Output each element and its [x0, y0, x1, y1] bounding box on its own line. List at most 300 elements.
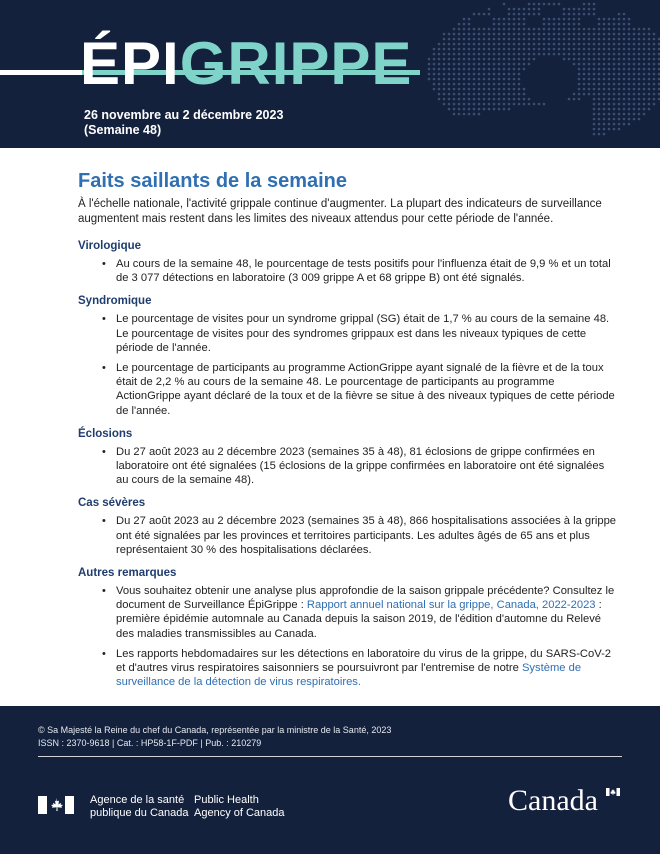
agency-fr-line: publique du Canada — [90, 806, 189, 819]
map-dot — [543, 43, 546, 46]
map-dot — [638, 113, 641, 116]
map-dot — [428, 58, 431, 61]
map-dot — [488, 8, 491, 11]
bullet-text: Vous souhaitez obtenir une analyse plus approfondie de la saison grippale précédente? Consultez le document de Surveillance ÉpiGrippe : — [116, 585, 615, 612]
map-dot — [538, 53, 541, 56]
map-dot — [443, 78, 446, 81]
map-dot — [628, 88, 631, 91]
agency-name-en — [194, 794, 285, 819]
map-dot — [623, 98, 626, 101]
map-dot — [463, 93, 466, 96]
map-dot — [618, 98, 621, 101]
map-dot — [613, 58, 616, 61]
map-dot — [473, 83, 476, 86]
map-dot — [648, 83, 651, 86]
map-dot — [483, 93, 486, 96]
map-dot — [643, 108, 646, 111]
section-title: Autres remarques — [78, 567, 177, 580]
map-dot — [588, 73, 591, 76]
map-dot — [573, 58, 576, 61]
canada-wordmark: Canada — [508, 784, 598, 817]
map-dot — [523, 38, 526, 41]
map-dot — [583, 93, 586, 96]
map-dot — [488, 38, 491, 41]
map-dot — [498, 18, 501, 21]
map-dot — [618, 83, 621, 86]
map-dot — [478, 48, 481, 51]
map-dot — [568, 43, 571, 46]
map-dot — [473, 13, 476, 16]
map-dot — [488, 103, 491, 106]
map-dot — [648, 33, 651, 36]
map-dot — [593, 123, 596, 126]
map-dot — [643, 88, 646, 91]
map-dot — [623, 73, 626, 76]
map-dot — [498, 83, 501, 86]
map-dot — [433, 53, 436, 56]
agency-en-line: Public Health — [194, 794, 259, 806]
map-dot — [603, 118, 606, 121]
map-dot — [593, 13, 596, 16]
surveillance-system-link[interactable]: Système de surveillance de la détection de virus respiratoires. — [116, 662, 582, 689]
map-dot — [488, 48, 491, 51]
map-dot — [483, 108, 486, 111]
map-dot — [443, 63, 446, 66]
map-dot — [578, 98, 581, 101]
map-dot — [593, 133, 596, 136]
map-dot — [653, 88, 656, 91]
map-dot — [448, 48, 451, 51]
map-dot — [468, 33, 471, 36]
map-dot — [448, 63, 451, 66]
map-dot — [503, 48, 506, 51]
map-dot — [468, 93, 471, 96]
map-dot — [633, 43, 636, 46]
map-dot — [628, 38, 631, 41]
map-dot — [643, 93, 646, 96]
map-dot — [608, 108, 611, 111]
map-dot — [453, 58, 456, 61]
map-dot — [478, 98, 481, 101]
map-dot — [583, 53, 586, 56]
map-dot — [538, 38, 541, 41]
map-dot — [503, 53, 506, 56]
map-dot — [603, 38, 606, 41]
map-dot — [618, 63, 621, 66]
map-dot — [463, 58, 466, 61]
map-dot — [628, 48, 631, 51]
map-dot — [568, 33, 571, 36]
map-dot — [493, 88, 496, 91]
map-dot — [633, 38, 636, 41]
map-dot — [618, 73, 621, 76]
map-dot — [443, 38, 446, 41]
map-dot — [508, 58, 511, 61]
map-dot — [623, 123, 626, 126]
map-dot — [498, 88, 501, 91]
map-dot — [588, 63, 591, 66]
map-dot — [653, 93, 656, 96]
map-dot — [548, 33, 551, 36]
title-epi: ÉPI — [80, 30, 180, 97]
map-dot — [603, 98, 606, 101]
map-dot — [628, 23, 631, 26]
map-dot — [648, 88, 651, 91]
map-dot — [468, 43, 471, 46]
map-dot — [503, 3, 506, 6]
map-dot — [448, 88, 451, 91]
map-dot — [468, 88, 471, 91]
map-dot — [523, 93, 526, 96]
map-dot — [568, 48, 571, 51]
map-dot — [643, 113, 646, 116]
map-dot — [598, 63, 601, 66]
map-dot — [483, 38, 486, 41]
map-dot — [438, 78, 441, 81]
map-dot — [593, 113, 596, 116]
map-dot — [563, 43, 566, 46]
map-dot — [648, 73, 651, 76]
map-dot — [608, 103, 611, 106]
map-dot — [633, 53, 636, 56]
map-dot — [588, 88, 591, 91]
map-dot — [598, 128, 601, 131]
map-dot — [493, 38, 496, 41]
map-dot — [638, 73, 641, 76]
map-dot — [633, 88, 636, 91]
map-dot — [563, 58, 566, 61]
map-dot — [458, 68, 461, 71]
list-item — [102, 647, 618, 690]
map-dot — [488, 108, 491, 111]
map-dot — [598, 123, 601, 126]
map-dot — [433, 48, 436, 51]
map-dot — [518, 43, 521, 46]
map-dot — [453, 83, 456, 86]
map-dot — [503, 78, 506, 81]
map-dot — [493, 43, 496, 46]
map-dot — [438, 98, 441, 101]
map-dot — [503, 68, 506, 71]
map-dot — [583, 68, 586, 71]
map-dot — [618, 103, 621, 106]
map-dot — [553, 28, 556, 31]
map-dot — [593, 88, 596, 91]
map-dot — [498, 93, 501, 96]
map-dot — [598, 53, 601, 56]
map-dot — [518, 78, 521, 81]
map-dot — [528, 28, 531, 31]
map-dot — [508, 98, 511, 101]
map-dot — [608, 113, 611, 116]
map-dot — [593, 28, 596, 31]
map-dot — [638, 83, 641, 86]
map-dot — [588, 83, 591, 86]
map-dot — [578, 83, 581, 86]
map-dot — [653, 103, 656, 106]
map-dot — [593, 8, 596, 11]
map-dot — [458, 83, 461, 86]
map-dot — [548, 3, 551, 6]
map-dot — [463, 23, 466, 26]
map-dot — [473, 38, 476, 41]
map-dot — [553, 3, 556, 6]
map-dot — [583, 28, 586, 31]
map-dot — [593, 93, 596, 96]
map-dot — [528, 38, 531, 41]
map-dot — [573, 53, 576, 56]
map-dot — [558, 48, 561, 51]
map-dot — [503, 83, 506, 86]
map-dot — [438, 43, 441, 46]
map-dot — [468, 113, 471, 116]
map-dot — [528, 63, 531, 66]
map-dot — [503, 38, 506, 41]
map-dot — [573, 63, 576, 66]
map-dot — [578, 38, 581, 41]
map-dot — [608, 93, 611, 96]
map-dot — [613, 83, 616, 86]
title-grippe: GRIPPE — [179, 30, 413, 97]
map-dot — [518, 88, 521, 91]
map-dot — [503, 63, 506, 66]
map-dot — [573, 33, 576, 36]
map-dot — [643, 73, 646, 76]
map-dot — [458, 58, 461, 61]
map-dot — [443, 48, 446, 51]
map-dot — [613, 63, 616, 66]
map-dot — [448, 108, 451, 111]
map-dot — [478, 38, 481, 41]
map-dot — [468, 63, 471, 66]
map-dot — [588, 3, 591, 6]
map-dot — [633, 98, 636, 101]
title-underline-white — [0, 70, 82, 75]
map-dot — [603, 28, 606, 31]
map-dot — [643, 58, 646, 61]
map-dot — [653, 83, 656, 86]
map-dot — [623, 53, 626, 56]
map-dot — [568, 98, 571, 101]
map-dot — [488, 68, 491, 71]
map-dot — [488, 98, 491, 101]
map-dot — [438, 53, 441, 56]
map-dot — [643, 33, 646, 36]
map-dot — [638, 43, 641, 46]
map-dot — [523, 63, 526, 66]
map-dot — [508, 38, 511, 41]
map-dot — [488, 13, 491, 16]
map-dot — [568, 8, 571, 11]
map-dot — [493, 108, 496, 111]
map-dot — [513, 103, 516, 106]
map-dot — [468, 58, 471, 61]
map-dot — [438, 48, 441, 51]
map-dot — [603, 58, 606, 61]
map-dot — [553, 43, 556, 46]
map-dot — [473, 88, 476, 91]
map-dot — [528, 3, 531, 6]
map-dot — [603, 108, 606, 111]
map-dot — [468, 108, 471, 111]
map-dot — [523, 103, 526, 106]
map-dot — [578, 93, 581, 96]
map-dot — [463, 83, 466, 86]
map-dot — [553, 23, 556, 26]
map-dot — [508, 43, 511, 46]
map-dot — [528, 48, 531, 51]
map-dot — [533, 58, 536, 61]
map-dot — [568, 38, 571, 41]
map-dot — [458, 78, 461, 81]
map-dot — [578, 8, 581, 11]
map-dot — [523, 13, 526, 16]
map-dot — [653, 58, 656, 61]
map-dot — [473, 53, 476, 56]
map-dot — [598, 68, 601, 71]
map-dot — [483, 98, 486, 101]
map-dot — [513, 38, 516, 41]
map-dot — [603, 88, 606, 91]
map-dot — [628, 33, 631, 36]
map-dot — [643, 68, 646, 71]
map-dot — [453, 28, 456, 31]
map-dot — [598, 73, 601, 76]
map-dot — [503, 93, 506, 96]
map-dot — [448, 38, 451, 41]
map-dot — [613, 93, 616, 96]
map-dot — [473, 93, 476, 96]
section-title: Virologique — [78, 240, 142, 252]
map-dot — [548, 53, 551, 56]
map-dot — [593, 48, 596, 51]
map-dot — [483, 88, 486, 91]
map-dot — [538, 3, 541, 6]
map-dot — [483, 68, 486, 71]
map-dot — [553, 38, 556, 41]
map-dot — [578, 43, 581, 46]
map-dot — [533, 8, 536, 11]
map-dot — [613, 53, 616, 56]
map-dot — [623, 103, 626, 106]
map-dot — [493, 33, 496, 36]
map-dot — [438, 68, 441, 71]
map-dot — [578, 88, 581, 91]
map-dot — [508, 73, 511, 76]
map-dot — [608, 98, 611, 101]
report-period — [84, 108, 283, 138]
map-dot — [608, 38, 611, 41]
section-title: Cas sévères — [78, 497, 146, 510]
map-dot — [508, 63, 511, 66]
map-dot — [578, 78, 581, 81]
map-dot — [453, 88, 456, 91]
map-dot — [433, 68, 436, 71]
map-dot — [513, 63, 516, 66]
footer-divider — [38, 756, 622, 757]
map-dot — [468, 53, 471, 56]
map-dot — [488, 28, 491, 31]
map-dot — [488, 83, 491, 86]
map-dot — [433, 63, 436, 66]
map-dot — [498, 108, 501, 111]
section-title: Éclosions — [78, 427, 133, 440]
map-dot — [638, 48, 641, 51]
map-dot — [558, 18, 561, 21]
map-dot — [468, 68, 471, 71]
map-dot — [563, 48, 566, 51]
report-title — [80, 30, 413, 97]
map-dot — [598, 103, 601, 106]
map-dot — [483, 28, 486, 31]
map-dot — [483, 58, 486, 61]
map-dot — [498, 58, 501, 61]
map-dot — [598, 83, 601, 86]
map-dot — [528, 58, 531, 61]
map-dot — [608, 83, 611, 86]
map-dot — [608, 23, 611, 26]
map-dot — [523, 8, 526, 11]
map-dot — [538, 13, 541, 16]
map-dot — [648, 103, 651, 106]
map-dot — [598, 58, 601, 61]
map-dot — [448, 58, 451, 61]
map-dot — [463, 38, 466, 41]
map-dot — [453, 38, 456, 41]
bullet-text: Les rapports hebdomadaires sur les détections en laboratoire du virus de la grippe, du SARS-CoV-2 et d'autres virus respiratoires saisonniers se poursuivront par l'entremise de notre — [116, 647, 612, 675]
map-dot — [443, 58, 446, 61]
map-dot — [468, 23, 471, 26]
section-virologique — [78, 240, 618, 285]
map-dot — [523, 53, 526, 56]
map-dot — [443, 103, 446, 106]
map-dot — [633, 113, 636, 116]
rapport-annuel-link[interactable]: Rapport annuel national sur la grippe, Canada, 2022-2023 — [306, 599, 596, 612]
map-dot — [463, 18, 466, 21]
map-dot — [608, 58, 611, 61]
map-dot — [623, 18, 626, 21]
map-dot — [633, 28, 636, 31]
list-item: • Du 27 août 2023 au 2 décembre 2023 (semaines 35 à 48), 866 hospitalisations associées à la grippe ont été signalées par les provinces et territoires participants. Les adultes âgés de 65 ans et plus représentaient 30 % des hospitalisations déclarées. — [102, 514, 618, 557]
map-dot — [558, 23, 561, 26]
map-dot — [528, 53, 531, 56]
map-dot — [483, 78, 486, 81]
map-dot — [463, 98, 466, 101]
map-dot — [453, 53, 456, 56]
map-dot — [513, 58, 516, 61]
map-dot — [623, 43, 626, 46]
map-dot — [643, 78, 646, 81]
map-dot — [493, 83, 496, 86]
map-dot — [593, 3, 596, 6]
map-dot — [638, 118, 641, 121]
map-dot — [448, 78, 451, 81]
map-dot — [633, 58, 636, 61]
map-dot — [433, 58, 436, 61]
map-dot — [548, 23, 551, 26]
map-dot — [633, 93, 636, 96]
map-dot — [618, 113, 621, 116]
intro-paragraph: À l'échelle nationale, l'activité grippale continue d'augmenter. La plupart des indicateurs de surveillance augmentent mais restent dans les limites des niveaux attendus pour cette période de l'année. — [78, 198, 602, 225]
map-dot — [523, 33, 526, 36]
map-dot — [608, 118, 611, 121]
map-dot — [613, 123, 616, 126]
issn-text: ISSN : 2370-9618 | Cat. : HP58-1F-PDF | Pub. : 210279 — [38, 738, 262, 748]
map-dot — [638, 93, 641, 96]
map-dot — [623, 33, 626, 36]
map-dot — [573, 23, 576, 26]
map-dot — [458, 33, 461, 36]
